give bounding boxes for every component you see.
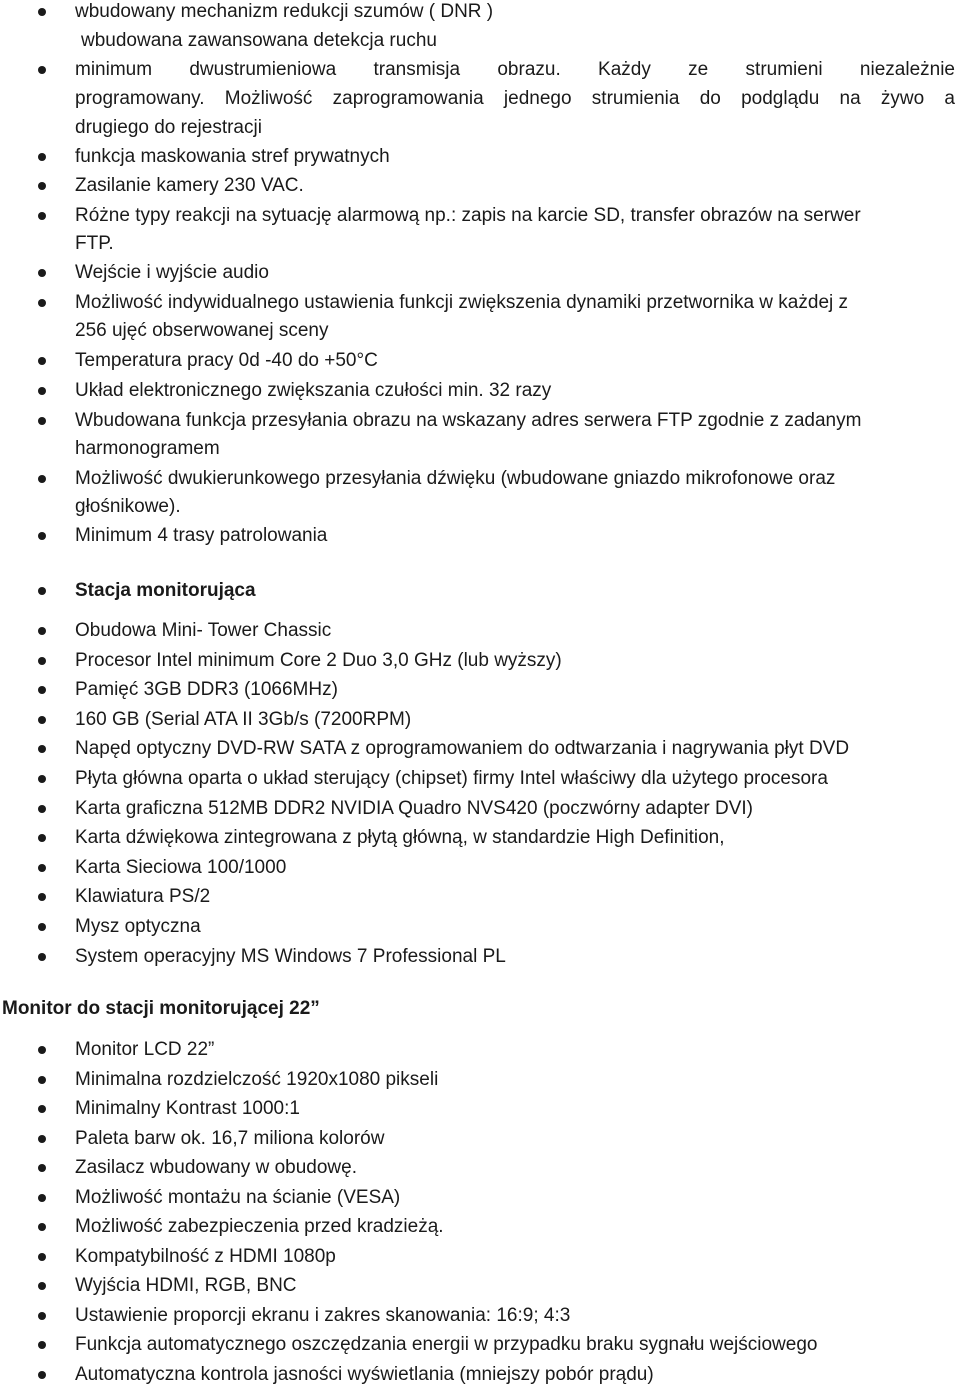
bullet-icon	[38, 182, 46, 190]
list-item: Możliwość indywidualnego ustawienia funkcji zwiększenia dynamiki przetwornika w każdej z	[75, 292, 849, 313]
bullet-icon	[38, 357, 46, 365]
bullet-icon	[38, 893, 46, 901]
section-heading: Stacja monitorująca	[75, 580, 256, 601]
bullet-icon	[38, 805, 46, 813]
list-item: Karta graficzna 512MB DDR2 NVIDIA Quadro NVS420 (poczwórny adapter DVI)	[75, 797, 753, 819]
list-item: Mysz optyczna	[75, 916, 201, 937]
bullet-icon	[38, 153, 46, 161]
bullet-icon	[38, 417, 46, 425]
bullet-icon	[38, 1371, 46, 1379]
list-item-continuation: drugiego do rejestracji	[75, 117, 262, 138]
list-item: Ustawienie proporcji ekranu i zakres skanowania: 16:9; 4:3	[75, 1304, 571, 1326]
bullet-icon	[38, 1223, 46, 1231]
list-item: Możliwość zabezpieczenia przed kradzieżą.	[75, 1216, 444, 1237]
bullet-icon	[38, 1164, 46, 1172]
bullet-icon	[38, 532, 46, 540]
bullet-icon	[38, 834, 46, 842]
list-item: Paleta barw ok. 16,7 miliona kolorów	[75, 1127, 385, 1149]
list-item-continuation: głośnikowe).	[75, 496, 181, 517]
list-item: Układ elektronicznego zwiększania czułości min. 32 razy	[75, 380, 552, 401]
list-item: Możliwość montażu na ścianie (VESA)	[75, 1186, 401, 1208]
list-item: Możliwość dwukierunkowego przesyłania dźwięku (wbudowane gniazdo mikrofonowe oraz	[75, 468, 836, 489]
bullet-icon	[38, 1341, 46, 1349]
list-item: wbudowana zawansowana detekcja ruchu	[81, 30, 437, 51]
list-item: Pamięć 3GB DDR3 (1066MHz)	[75, 679, 338, 701]
list-item: Minimalny Kontrast 1000:1	[75, 1098, 300, 1119]
bullet-icon	[38, 686, 46, 694]
bullet-icon	[38, 627, 46, 635]
bullet-icon	[38, 745, 46, 753]
list-item: wbudowany mechanizm redukcji szumów ( DNR )	[75, 1, 494, 22]
list-item: Kompatybilność z HDMI 1080p	[75, 1245, 336, 1267]
bullet-icon	[38, 1135, 46, 1143]
list-item: Automatyczna kontrola jasności wyświetlania (mniejszy pobór prądu)	[75, 1363, 654, 1385]
bullet-icon	[38, 716, 46, 724]
bullet-icon	[38, 657, 46, 665]
list-item: System operacyjny MS Windows 7 Professional PL	[75, 945, 506, 967]
bullet-icon	[38, 1312, 46, 1320]
bullet-icon	[38, 1253, 46, 1261]
bullet-icon	[38, 587, 46, 595]
list-item: minimum dwustrumieniowa transmisja obrazu. Każdy ze strumieni niezależnie	[75, 59, 955, 80]
list-item: Obudowa Mini- Tower Chassic	[75, 620, 332, 641]
list-item: Procesor Intel minimum Core 2 Duo 3,0 GHz (lub wyższy)	[75, 649, 562, 671]
bullet-icon	[38, 864, 46, 872]
list-item: Różne typy reakcji na sytuację alarmową np.: zapis na karcie SD, transfer obrazów na serwer	[75, 205, 861, 226]
list-item: Zasilacz wbudowany w obudowę.	[75, 1157, 357, 1178]
list-item: 160 GB (Serial ATA II 3Gb/s (7200RPM)	[75, 708, 412, 730]
list-item: Zasilanie kamery 230 VAC.	[75, 175, 304, 196]
bullet-icon	[38, 66, 46, 74]
bullet-icon	[38, 212, 46, 220]
bullet-icon	[38, 923, 46, 931]
bullet-icon	[38, 8, 46, 16]
list-item: Temperatura pracy 0d -40 do +50°C	[75, 350, 378, 371]
bullet-icon	[38, 299, 46, 307]
list-item: Karta Sieciowa 100/1000	[75, 856, 287, 878]
bullet-icon	[38, 387, 46, 395]
list-item-continuation: programowany. Możliwość zaprogramowania jednego strumienia do podglądu na żywo a	[75, 88, 955, 109]
list-item-continuation: 256 ujęć obserwowanej sceny	[75, 320, 329, 341]
list-item: Płyta główna oparta o układ sterujący (chipset) firmy Intel właściwy dla użytego procesora	[75, 768, 828, 789]
list-item: Wyjścia HDMI, RGB, BNC	[75, 1275, 297, 1296]
list-item: Wbudowana funkcja przesyłania obrazu na wskazany adres serwera FTP zgodnie z zadanym	[75, 410, 862, 431]
list-item: Napęd optyczny DVD-RW SATA z oprogramowaniem do odtwarzania i nagrywania płyt DVD	[75, 738, 850, 760]
bullet-icon	[38, 1105, 46, 1113]
bullet-icon	[38, 1046, 46, 1054]
bullet-icon	[38, 1194, 46, 1202]
bullet-icon	[38, 269, 46, 277]
list-item: Klawiatura PS/2	[75, 886, 211, 908]
list-item: funkcja maskowania stref prywatnych	[75, 146, 390, 167]
list-item: Funkcja automatycznego oszczędzania energii w przypadku braku sygnału wejściowego	[75, 1334, 818, 1355]
list-item: Karta dźwiękowa zintegrowana z płytą główną, w standardzie High Definition,	[75, 827, 725, 849]
bullet-icon	[38, 953, 46, 961]
section-heading: Monitor do stacji monitorującej 22”	[2, 998, 320, 1019]
bullet-icon	[38, 775, 46, 783]
list-item: Wejście i wyjście audio	[75, 262, 269, 283]
list-item: Minimalna rozdzielczość 1920x1080 pikseli	[75, 1068, 439, 1090]
bullet-icon	[38, 475, 46, 483]
list-item-continuation: FTP.	[75, 233, 114, 254]
list-item: Minimum 4 trasy patrolowania	[75, 525, 328, 546]
list-item: Monitor LCD 22”	[75, 1039, 215, 1060]
bullet-icon	[38, 1076, 46, 1084]
list-item-continuation: harmonogramem	[75, 438, 220, 459]
bullet-icon	[38, 1282, 46, 1290]
